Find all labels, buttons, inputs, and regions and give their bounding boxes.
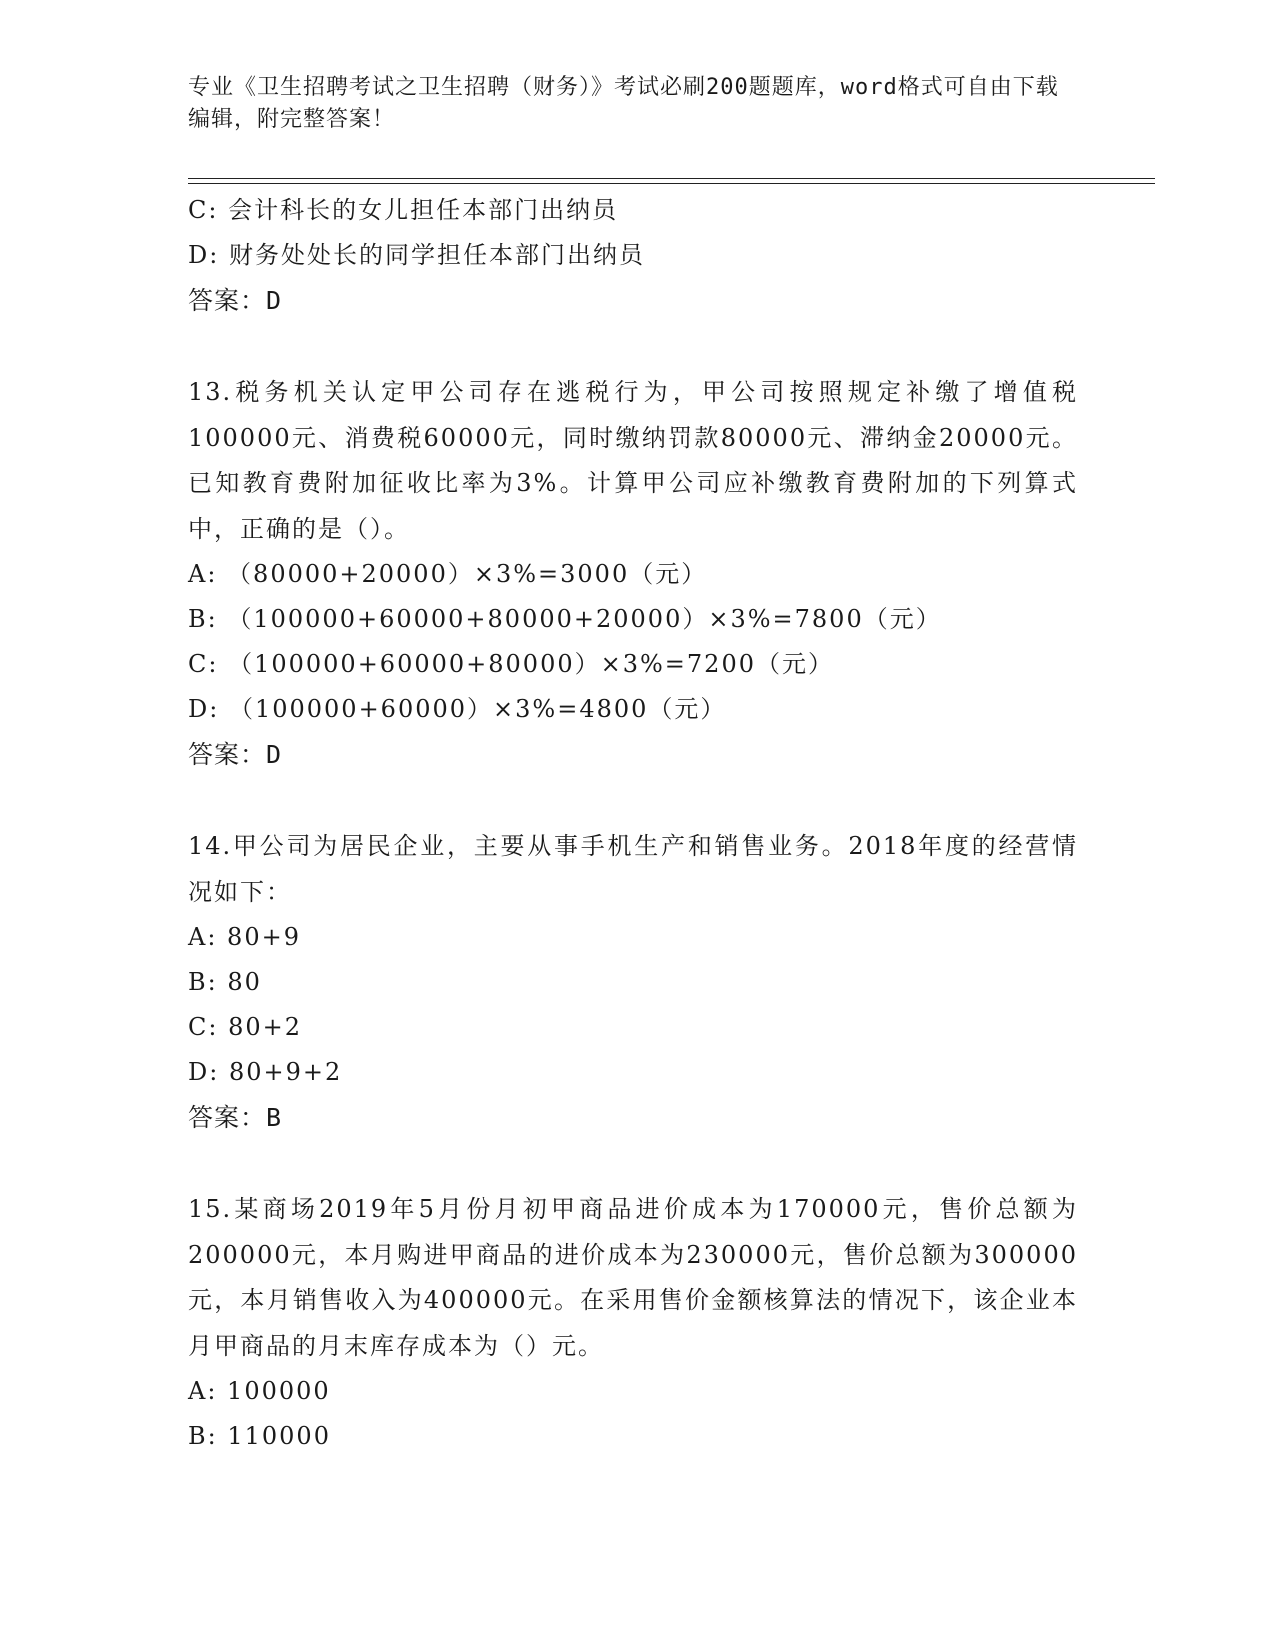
q13-option-a: A: （80000+20000）×3%=3000（元） xyxy=(188,560,708,588)
q14-option-c: C: 80+2 xyxy=(188,1013,302,1041)
q13-option-d: D: （100000+60000）×3%=4800（元） xyxy=(188,695,727,723)
q13-answer: 答案：D xyxy=(188,740,283,769)
header-divider-bottom xyxy=(188,183,1155,184)
q14-answer: 答案：B xyxy=(188,1103,283,1132)
question-content xyxy=(188,188,1088,1459)
q13-stem: 13.税务机关认定甲公司存在逃税行为，甲公司按照规定补缴了增值税100000元、消费税60000元，同时缴纳罚款80000元、滞纳金20000元。已知教育费附加征收比率为3%。计算甲公司应补缴教育费附加的下列算式中，正确的是（）。 xyxy=(188,378,1078,543)
q12-option-c: C: 会计科长的女儿担任本部门出纳员 xyxy=(188,196,619,224)
q15-option-a: A: 100000 xyxy=(188,1377,331,1405)
spacer xyxy=(188,777,1088,824)
q12-answer: 答案：D xyxy=(188,286,283,315)
q13-option-b: B: （100000+60000+80000+20000）×3%=7800（元） xyxy=(188,605,942,633)
spacer xyxy=(188,323,1088,370)
document-header: 专业《卫生招聘考试之卫生招聘（财务）》考试必刷200题题库，word格式可自由下载编辑，附完整答案！ xyxy=(188,75,1059,132)
q13-option-c: C: （100000+60000+80000）×3%=7200（元） xyxy=(188,650,834,678)
spacer xyxy=(188,1140,1088,1187)
q14-option-d: D: 80+9+2 xyxy=(188,1058,343,1086)
q12-option-d: D: 财务处处长的同学担任本部门出纳员 xyxy=(188,241,645,269)
q14-option-b: B: 80 xyxy=(188,968,262,996)
q14-option-a: A: 80+9 xyxy=(188,923,301,951)
q14-stem: 14.甲公司为居民企业，主要从事手机生产和销售业务。2018年度的经营情况如下： xyxy=(188,832,1078,906)
q15-option-b: B: 110000 xyxy=(188,1422,331,1450)
q15-stem: 15.某商场2019年5月份月初甲商品进价成本为170000元，售价总额为200000元，本月购进甲商品的进价成本为230000元，售价总额为300000元，本月销售收入为400000元。在采用售价金额核算法的情况下，该企业本月甲商品的月末库存成本为（）元。 xyxy=(188,1195,1078,1360)
header-divider-top xyxy=(188,178,1155,179)
